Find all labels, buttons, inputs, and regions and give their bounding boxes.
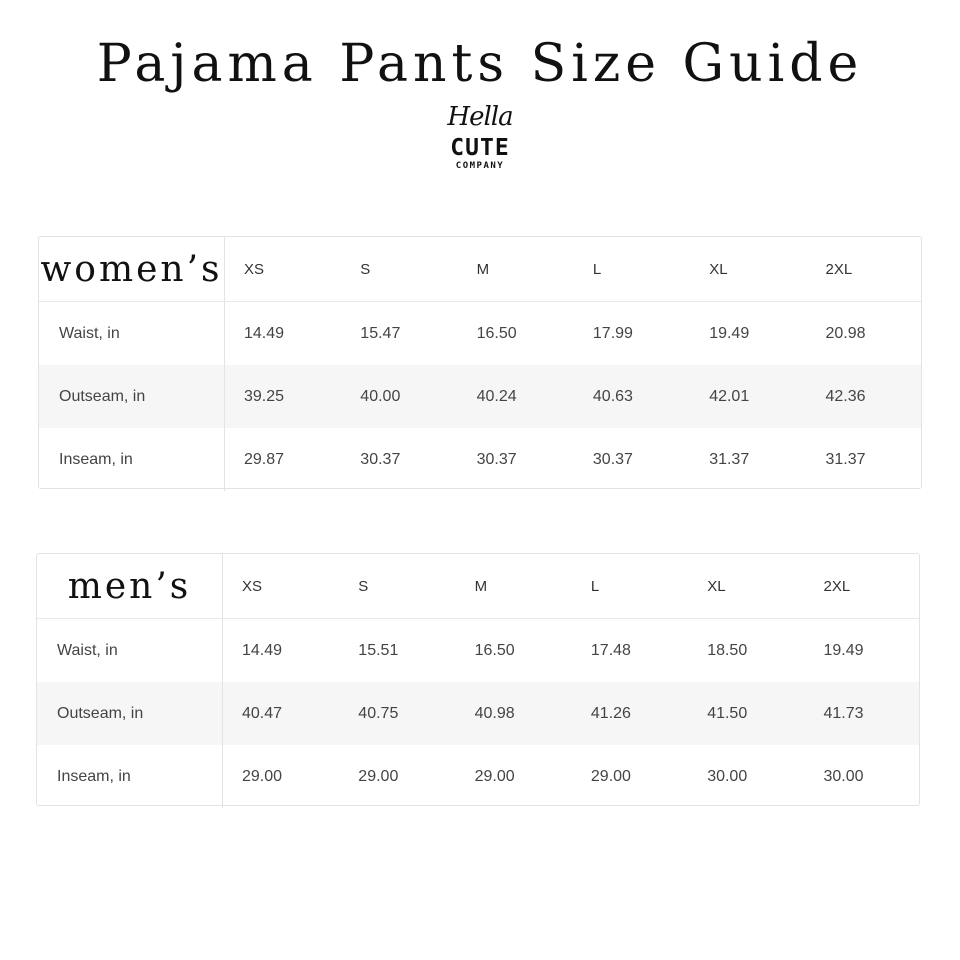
brand-logo	[430, 102, 530, 180]
table-cell: 40.98	[474, 704, 515, 722]
size-header: S	[360, 260, 371, 278]
table-cell: 30.00	[823, 767, 864, 785]
size-header: S	[358, 577, 369, 595]
table-row	[39, 302, 921, 365]
table-row	[37, 745, 919, 808]
table-row	[39, 428, 921, 491]
table-cell: 41.50	[707, 704, 748, 722]
page-title: Pajama Pants Size Guide	[96, 34, 864, 94]
row-label: Waist, in	[37, 619, 223, 682]
table-cell: 41.26	[590, 704, 631, 722]
mens-size-table	[36, 553, 920, 806]
logo-sub-text: COMPANY	[455, 161, 505, 171]
table-group-title: men’s	[37, 554, 223, 618]
size-header: M	[474, 577, 488, 595]
table-cell: 42.01	[709, 387, 750, 405]
table-cell: 19.49	[823, 641, 864, 659]
table-cell: 30.37	[476, 450, 517, 468]
table-row	[39, 365, 921, 428]
table-row	[37, 619, 919, 682]
table-cell: 16.50	[476, 324, 517, 342]
table-cell: 17.48	[590, 641, 631, 659]
table-cell: 17.99	[592, 324, 633, 342]
table-header-row	[37, 554, 919, 619]
size-header: L	[590, 577, 600, 595]
size-header: 2XL	[823, 577, 851, 595]
table-cell: 40.63	[592, 387, 633, 405]
row-label: Outseam, in	[39, 365, 225, 428]
table-cell: 29.00	[358, 767, 399, 785]
size-header: XL	[707, 577, 726, 595]
table-cell: 29.00	[242, 767, 283, 785]
table-cell: 19.49	[709, 324, 750, 342]
table-cell: 30.37	[360, 450, 401, 468]
table-cell: 29.00	[474, 767, 515, 785]
table-cell: 40.47	[242, 704, 283, 722]
table-cell: 15.51	[358, 641, 399, 659]
table-cell: 14.49	[242, 641, 283, 659]
size-header: XS	[242, 577, 263, 595]
table-cell: 31.37	[825, 450, 866, 468]
table-cell: 16.50	[474, 641, 515, 659]
table-header-row	[39, 237, 921, 302]
row-label: Inseam, in	[37, 745, 223, 808]
size-header: XS	[244, 260, 265, 278]
table-cell: 30.37	[592, 450, 633, 468]
table-cell: 15.47	[360, 324, 401, 342]
size-header: XL	[709, 260, 728, 278]
table-cell: 29.00	[590, 767, 631, 785]
row-label: Inseam, in	[39, 428, 225, 491]
table-cell: 40.00	[360, 387, 401, 405]
size-header: 2XL	[825, 260, 853, 278]
table-cell: 30.00	[707, 767, 748, 785]
table-cell: 41.73	[823, 704, 864, 722]
table-cell: 39.25	[244, 387, 285, 405]
row-label: Waist, in	[39, 302, 225, 365]
table-group-title: women’s	[39, 237, 225, 301]
table-row	[37, 682, 919, 745]
logo-script-text: Hella	[447, 102, 513, 132]
table-cell: 14.49	[244, 324, 285, 342]
womens-size-table	[38, 236, 922, 489]
row-label: Outseam, in	[37, 682, 223, 745]
size-header: L	[592, 260, 602, 278]
table-cell: 40.75	[358, 704, 399, 722]
table-cell: 29.87	[244, 450, 285, 468]
size-header: M	[476, 260, 490, 278]
logo-main-text: CUTE	[450, 135, 510, 161]
table-cell: 31.37	[709, 450, 750, 468]
table-cell: 42.36	[825, 387, 866, 405]
table-cell: 18.50	[707, 641, 748, 659]
table-cell: 40.24	[476, 387, 517, 405]
table-cell: 20.98	[825, 324, 866, 342]
